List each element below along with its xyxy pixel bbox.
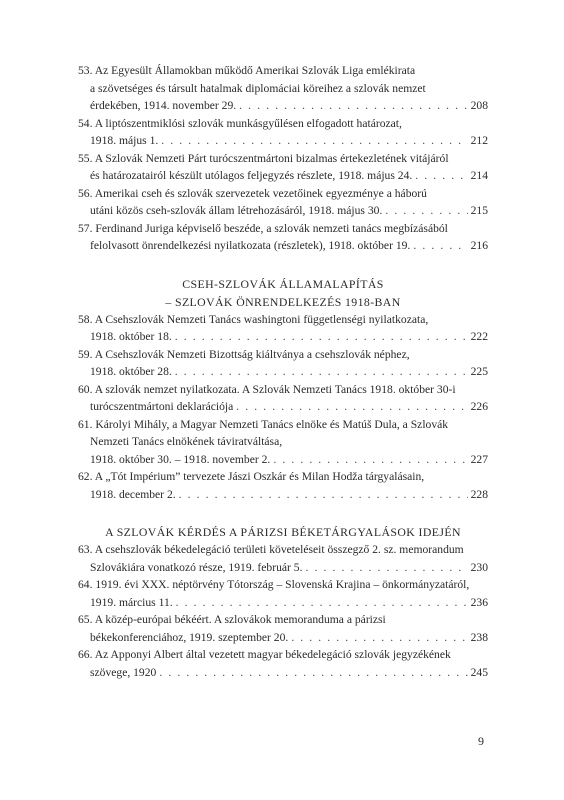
toc-entry-text: Szlovákiára vonatkozó része, 1919. február 5. — [90, 560, 303, 574]
toc-entry-text: a szövetséges és társult hatalmak diplomáciai köreihez a szlovák nemzet — [90, 81, 426, 95]
toc-entry-last-line — [78, 97, 488, 115]
toc-entry-text: 1918. október 30. – 1918. november 2. — [90, 452, 271, 466]
toc-entry-text: 57. Ferdinand Juriga képviselő beszéde, a szlovák nemzeti tanács megbízásából — [78, 221, 448, 235]
dot-leader — [175, 328, 468, 346]
dot-leader — [161, 132, 467, 150]
toc-entry-text: 66. Az Apponyi Albert által vezetett magyar békedelegáció szlovák jegyzékének — [78, 648, 451, 661]
toc-entry-65[interactable] — [78, 611, 488, 646]
toc-entry-text: 58. A Csehszlovák Nemzeti Tanács washingtoni függetlenségi nyilatkozata, — [78, 312, 429, 326]
dot-leader — [236, 398, 467, 416]
dot-leader — [413, 237, 467, 255]
toc-entry-last-line — [78, 664, 488, 682]
page-number: 9 — [478, 734, 484, 748]
toc-page-number: 215 — [470, 204, 488, 217]
toc-entry-53[interactable] — [78, 62, 488, 115]
toc-entry-text: 1918. május 1. — [90, 134, 159, 147]
toc-entry-text: 56. Amerikai cseh és szlovák szervezetek vezetőinek egyezménye a háború — [78, 186, 427, 200]
toc-entry-55[interactable] — [78, 150, 488, 185]
toc-page-number: 216 — [470, 239, 488, 252]
toc-entry-66[interactable] — [78, 646, 488, 681]
toc-entry-59[interactable] — [78, 346, 488, 381]
toc-page-number: 245 — [470, 665, 488, 679]
toc-entry-text: szövege, 1920 — [90, 665, 157, 679]
section-heading: CSEH-SZLOVÁK ÁLLAMALAPÍTÁS — [182, 276, 384, 291]
toc-entry-last-line — [78, 594, 488, 612]
toc-entry-last-line — [78, 328, 488, 346]
toc-entry-text: 1918. december 2. — [90, 487, 176, 501]
toc-page-number: 230 — [470, 560, 488, 574]
toc-entry-text: 65. A közép-európai békéért. A szlovákok memoranduma a párizsi — [78, 613, 386, 626]
toc-page-number: 208 — [470, 99, 488, 112]
toc-entry-last-line — [78, 559, 488, 577]
toc-entry-last-line — [78, 132, 488, 150]
toc-entry-text: 64. 1919. évi XXX. néptörvény Tótország – Slovenská Krajina – önkormányzatáról, — [78, 578, 470, 591]
table-of-contents — [78, 62, 488, 681]
toc-page-number: 227 — [470, 452, 488, 466]
toc-page-number: 212 — [470, 134, 488, 147]
toc-entry-text: és határozatairól készült utólagos feljegyzés részlete, 1918. május 24. — [90, 169, 413, 182]
toc-entry-text: turócszentmártoni deklarációja — [90, 400, 234, 413]
dot-leader — [305, 559, 467, 577]
dot-leader — [385, 202, 467, 220]
toc-entry-last-line — [78, 167, 488, 185]
dot-leader — [159, 664, 467, 682]
toc-page-number: 236 — [470, 595, 488, 609]
toc-entry-last-line — [78, 202, 488, 220]
toc-entry-text: 55. A Szlovák Nemzeti Párt turócszentmártoni bizalmas értekezletének vitájáról — [78, 151, 449, 165]
dot-leader — [273, 451, 467, 469]
toc-entry-text: békekonferenciához, 1919. szeptember 20. — [90, 630, 289, 644]
toc-entry-text: Nemzeti Tanács elnökének táviratváltása, — [90, 435, 283, 448]
toc-entry-62[interactable] — [78, 468, 488, 503]
toc-entry-text: 61. Károlyi Mihály, a Magyar Nemzeti Tanács elnöke és Matúš Dula, a Szlovák — [78, 417, 449, 431]
section-spacer — [78, 503, 488, 523]
toc-entry-last-line — [78, 486, 488, 504]
section-spacer — [78, 255, 488, 275]
toc-entry-last-line — [78, 237, 488, 255]
toc-entry-61[interactable] — [78, 416, 488, 469]
toc-entry-text: 63. A csehszlovák békedelegáció területi követeléseit összegző 2. sz. memorandum — [78, 543, 464, 556]
toc-entry-text: 60. A szlovák nemzet nyilatkozata. A Szlovák Nemzeti Tanács 1918. október 30-i — [78, 382, 456, 396]
toc-entry-last-line — [78, 398, 488, 416]
dot-leader — [175, 363, 468, 381]
toc-entry-last-line — [78, 629, 488, 647]
toc-page-number: 214 — [470, 169, 488, 182]
toc-page-number: 226 — [470, 400, 488, 413]
toc-entry-last-line — [78, 363, 488, 381]
toc-entry-58[interactable] — [78, 311, 488, 346]
toc-entry-text: 1918. október 18. — [90, 330, 172, 343]
section-heading: A SZLOVÁK KÉRDÉS A PÁRIZSI BÉKETÁRGYALÁSOK IDEJÉN — [105, 525, 461, 539]
toc-entry-text: 54. A liptószentmiklósi szlovák munkásgyűlésen elfogadott határozat, — [78, 116, 402, 130]
toc-entry-text: 1919. március 11. — [90, 595, 173, 609]
section-heading: – SZLOVÁK ÖNRENDELKEZÉS 1918-BAN — [165, 294, 401, 309]
dot-leader — [239, 97, 467, 115]
toc-entry-56[interactable] — [78, 185, 488, 220]
toc-entry-text: 1918. október 28. — [90, 365, 172, 378]
toc-page-number: 228 — [470, 487, 488, 501]
toc-entry-text: felolvasott önrendelkezési nyilatkozata (részletek), 1918. október 19. — [90, 239, 411, 252]
toc-page-number: 222 — [470, 330, 488, 343]
toc-entry-60[interactable] — [78, 381, 488, 416]
toc-entry-54[interactable] — [78, 115, 488, 150]
dot-leader — [291, 629, 467, 647]
toc-entry-text: érdekében, 1914. november 29. — [90, 99, 237, 112]
toc-entry-text: utáni közös cseh-szlovák állam létrehozásáról, 1918. május 30. — [90, 204, 383, 217]
dot-leader — [415, 167, 467, 185]
toc-entry-64[interactable] — [78, 576, 488, 611]
dot-leader — [176, 594, 468, 612]
toc-page-number: 225 — [470, 365, 488, 378]
toc-entry-text: 59. A Csehszlovák Nemzeti Bizottság kiáltványa a csehszlovák néphez, — [78, 347, 410, 361]
toc-entry-63[interactable] — [78, 541, 488, 576]
toc-entry-last-line — [78, 451, 488, 469]
toc-page-number: 238 — [470, 630, 488, 644]
dot-leader — [179, 486, 468, 504]
toc-entry-57[interactable] — [78, 220, 488, 255]
toc-entry-text: 53. Az Egyesült Államokban működő Amerikai Szlovák Liga emlékirata — [78, 64, 416, 77]
toc-entry-text: 62. A „Tót Impérium” tervezete Jászi Oszkár és Milan Hodža tárgyalásain, — [78, 470, 425, 483]
